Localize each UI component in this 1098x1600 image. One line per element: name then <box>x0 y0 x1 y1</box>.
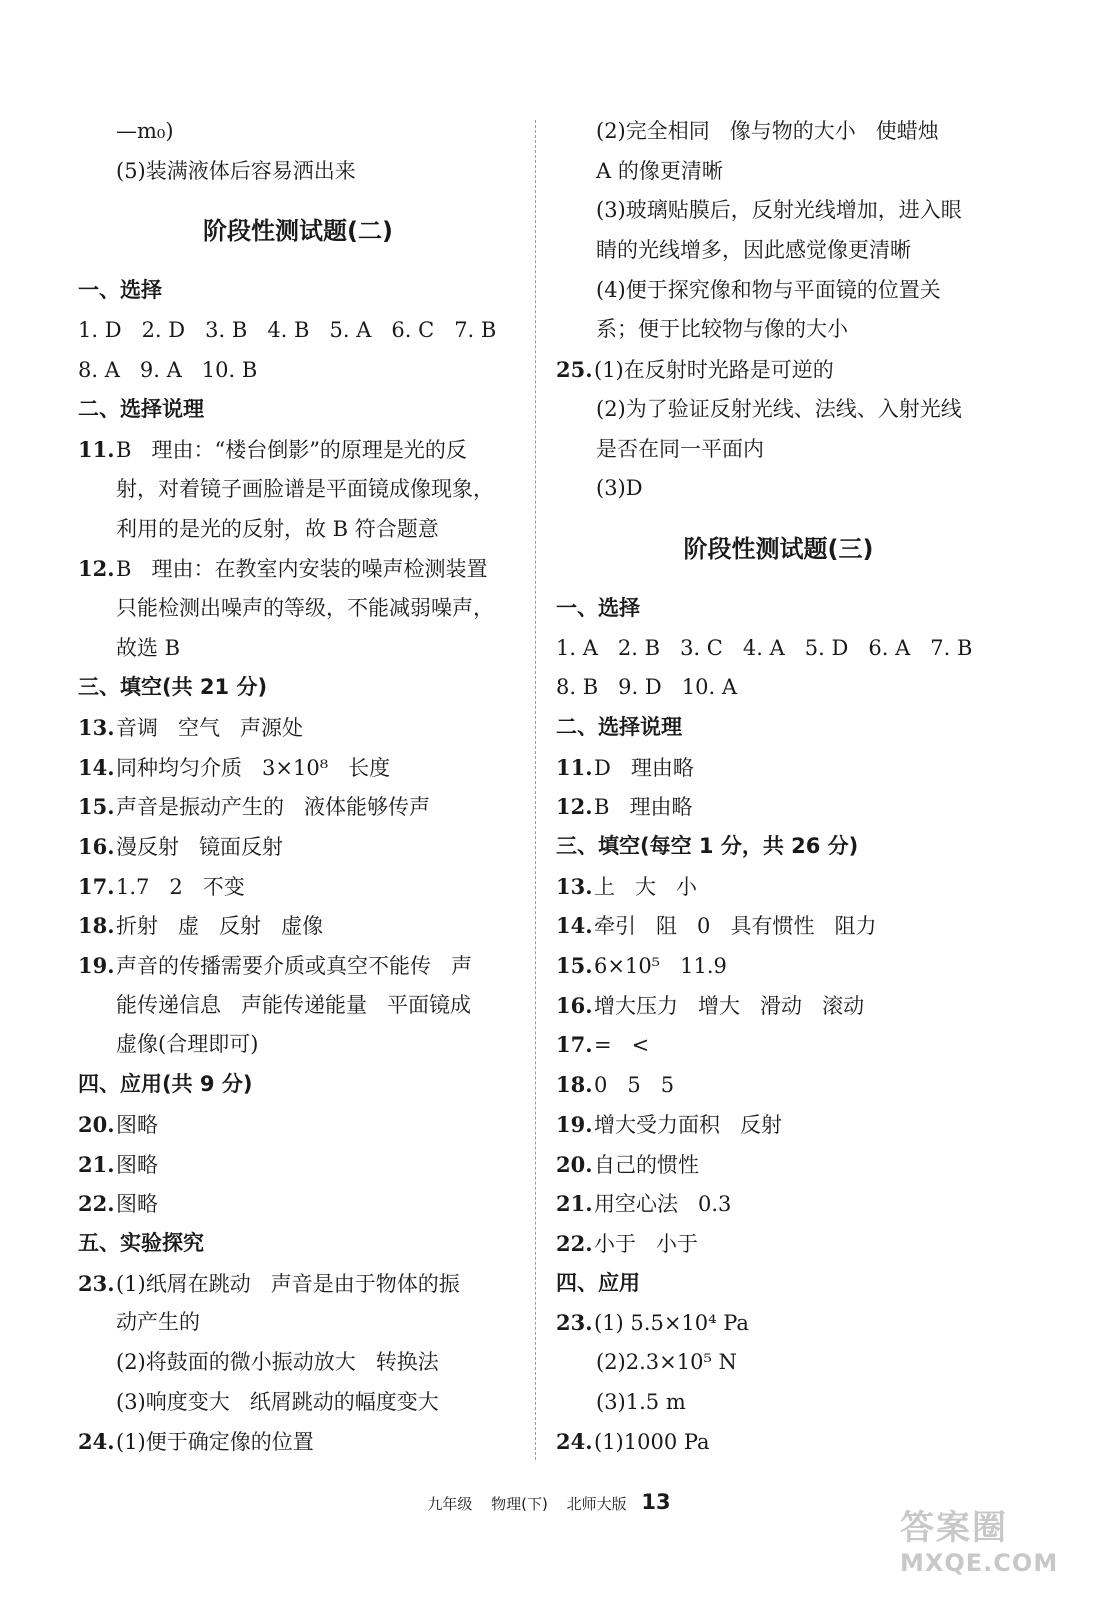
answer-line <box>556 1224 1001 1264</box>
question-number: 23. <box>556 1310 593 1336</box>
question-number: 14. <box>556 913 593 939</box>
footer-edition: 北师大版 <box>566 1495 627 1513</box>
answer-line <box>556 1025 1001 1065</box>
answer-text: 声音的传播需要介质或真空不能传 声 <box>116 954 473 979</box>
footer-grade: 九年级 <box>427 1495 473 1513</box>
section-heading: 一、选择 <box>78 278 162 303</box>
answer-text: (1)便于确定像的位置 <box>116 1430 314 1455</box>
answer-line: 睛的光线增多，因此感觉像更清晰 <box>596 238 911 263</box>
watermark-text: 答案圈 <box>900 1508 1008 1548</box>
answer-text: 1.7 2 不变 <box>116 874 245 899</box>
answer-line <box>78 708 518 748</box>
answer-text: 牵引 阻 0 具有惯性 阻力 <box>594 914 877 939</box>
section-title: 阶段性测试题(三) <box>683 534 874 563</box>
answer-text: 音调 空气 声源处 <box>116 715 304 740</box>
question-number: 24. <box>78 1429 115 1455</box>
right-column <box>556 112 1001 1462</box>
answer-line <box>556 906 1001 946</box>
section-heading: 三、填空(共 21 分) <box>78 675 268 700</box>
answer-line: 能传递信息 声能传递能量 平面镜成 <box>116 992 472 1017</box>
answer-line: 系；便于比较物与像的大小 <box>596 317 848 342</box>
section-heading: 三、填空(每空 1 分，共 26 分) <box>556 834 859 858</box>
question-number: 17. <box>556 1032 593 1058</box>
answer-line <box>556 986 1001 1026</box>
answer-line: 8. B 9. D 10. A <box>556 675 737 700</box>
answer-line <box>78 1264 518 1304</box>
question-number: 15. <box>556 953 593 979</box>
answer-line: —m₀) <box>116 119 174 143</box>
answer-line: (3)响度变大 纸屑跳动的幅度变大 <box>116 1389 439 1414</box>
section-heading: 二、选择说理 <box>556 714 682 739</box>
answer-text: 用空心法 0.3 <box>594 1192 732 1217</box>
section-title: 阶段性测试题(二) <box>203 217 393 246</box>
question-number: 12. <box>556 794 593 820</box>
answer-line <box>556 748 1001 788</box>
answer-line <box>78 748 518 788</box>
answer-text: B 理由：“楼台倒影”的原理是光的反 <box>116 438 467 463</box>
answer-line: (3)玻璃贴膜后，反射光线增加，进入眼 <box>596 198 962 223</box>
page-number: 13 <box>641 1490 671 1514</box>
question-number: 11. <box>556 754 593 780</box>
answer-line <box>78 1105 518 1145</box>
watermark-logo <box>900 1500 1085 1590</box>
question-number: 22. <box>78 1191 115 1217</box>
answer-line <box>556 867 1001 907</box>
answer-line: 8. A 9. A 10. B <box>78 357 258 382</box>
answer-text: 图略 <box>116 1192 158 1217</box>
answer-line <box>78 430 518 470</box>
question-number: 13. <box>556 873 593 899</box>
watermark-url: MXQE.COM <box>900 1549 1059 1577</box>
column-divider <box>535 120 536 1460</box>
answer-text: (1) 5.5×10⁴ Pa <box>594 1311 749 1336</box>
answer-line <box>78 867 518 907</box>
answer-text: (1)纸屑在跳动 声音是由于物体的振 <box>116 1271 460 1296</box>
section-heading: 四、应用(共 9 分) <box>78 1072 253 1097</box>
footer-subject: 物理(下) <box>491 1495 548 1513</box>
answer-line: (3)D <box>596 476 643 501</box>
answer-line: 利用的是光的反射，故 B 符合题意 <box>116 516 439 541</box>
answer-line: 虚像(合理即可) <box>116 1032 259 1057</box>
question-number: 14. <box>78 754 115 780</box>
question-number: 20. <box>556 1151 593 1177</box>
question-number: 19. <box>556 1111 593 1137</box>
answer-text: (1)在反射时光路是可逆的 <box>594 358 834 383</box>
answer-text: 图略 <box>116 1112 158 1137</box>
answer-line: 射，对着镜子画脸谱是平面镜成像现象， <box>116 476 494 501</box>
answer-line <box>556 1145 1001 1185</box>
answer-line: (3)1.5 m <box>596 1389 686 1414</box>
question-number: 19. <box>78 953 115 979</box>
left-column <box>78 112 518 1462</box>
question-number: 21. <box>556 1191 593 1217</box>
question-number: 21. <box>78 1151 115 1177</box>
answer-line: (2)将鼓面的微小振动放大 转换法 <box>116 1349 439 1374</box>
answer-line <box>556 1065 1001 1105</box>
answer-text: 上 大 小 <box>594 874 698 899</box>
question-number: 13. <box>78 714 115 740</box>
section-heading: 二、选择说理 <box>78 397 204 422</box>
answer-text: 0 5 5 <box>594 1073 675 1098</box>
question-number: 20. <box>78 1111 115 1137</box>
question-number: 22. <box>556 1230 593 1256</box>
section-heading: 一、选择 <box>556 595 640 620</box>
question-number: 12. <box>78 556 115 582</box>
answer-text: 增大压力 增大 滑动 滚动 <box>594 993 865 1018</box>
answer-line: 只能检测出噪声的等级，不能减弱噪声， <box>116 595 494 620</box>
answer-text: 图略 <box>116 1152 158 1177</box>
answer-text: (1)1000 Pa <box>594 1430 710 1455</box>
answer-line: (2)完全相同 像与物的大小 使蜡烛 <box>596 119 939 143</box>
question-number: 18. <box>78 913 115 939</box>
answer-line <box>556 1184 1001 1224</box>
question-number: 18. <box>556 1072 593 1098</box>
question-number: 24. <box>556 1429 593 1455</box>
answer-line <box>556 1303 1001 1343</box>
answer-line <box>78 1145 518 1185</box>
answer-text: B 理由略 <box>594 795 693 820</box>
question-number: 16. <box>78 834 115 859</box>
answer-text: 自己的惯性 <box>594 1152 699 1177</box>
answer-line <box>78 549 518 589</box>
answer-line <box>556 1422 1001 1462</box>
answer-text: D 理由略 <box>594 755 694 780</box>
answer-line <box>556 1105 1001 1145</box>
answer-line <box>78 1184 518 1224</box>
answer-line: 故选 B <box>116 635 181 660</box>
answer-line: (4)便于探究像和物与平面镜的位置关 <box>596 277 941 302</box>
answer-line: 动产生的 <box>116 1310 200 1335</box>
question-number: 17. <box>78 873 115 899</box>
answer-line <box>78 906 518 946</box>
answer-text: 折射 虚 反射 虚像 <box>116 914 324 939</box>
answer-text: = < <box>594 1033 650 1058</box>
answer-text: 同种均匀介质 3×10⁸ 长度 <box>116 755 391 780</box>
answer-line <box>556 946 1001 986</box>
answer-line <box>78 946 518 986</box>
answer-text: 声音是振动产生的 液体能够传声 <box>116 795 431 820</box>
section-heading: 四、应用 <box>556 1270 640 1295</box>
answer-line <box>556 350 1001 390</box>
answer-line: 是否在同一平面内 <box>596 436 764 461</box>
answer-line <box>556 787 1001 827</box>
answer-text: 小于 小于 <box>594 1231 699 1256</box>
answer-line: 1. D 2. D 3. B 4. B 5. A 6. C 7. B <box>78 318 497 343</box>
section-heading: 五、实验探究 <box>78 1230 204 1255</box>
answer-line: (2)为了验证反射光线、法线、入射光线 <box>596 396 962 421</box>
question-number: 25. <box>556 357 593 383</box>
question-number: 23. <box>78 1270 115 1296</box>
answer-line: (5)装满液体后容易洒出来 <box>116 158 356 183</box>
answer-line <box>78 787 518 827</box>
question-number: 16. <box>556 992 593 1018</box>
answer-line: A 的像更清晰 <box>596 158 723 183</box>
answer-text: 增大受力面积 反射 <box>594 1112 783 1137</box>
answer-line: (2)2.3×10⁵ N <box>596 1349 737 1374</box>
question-number: 11. <box>78 437 115 463</box>
answer-line: 1. A 2. B 3. C 4. A 5. D 6. A 7. B <box>556 635 973 660</box>
answer-line <box>78 1422 518 1462</box>
answer-text: 6×10⁵ 11.9 <box>594 954 727 979</box>
question-number: 15. <box>78 794 115 820</box>
answer-line <box>78 827 518 867</box>
answer-text: 漫反射 镜面反射 <box>116 835 284 859</box>
answer-text: B 理由：在教室内安装的噪声检测装置 <box>116 557 488 582</box>
